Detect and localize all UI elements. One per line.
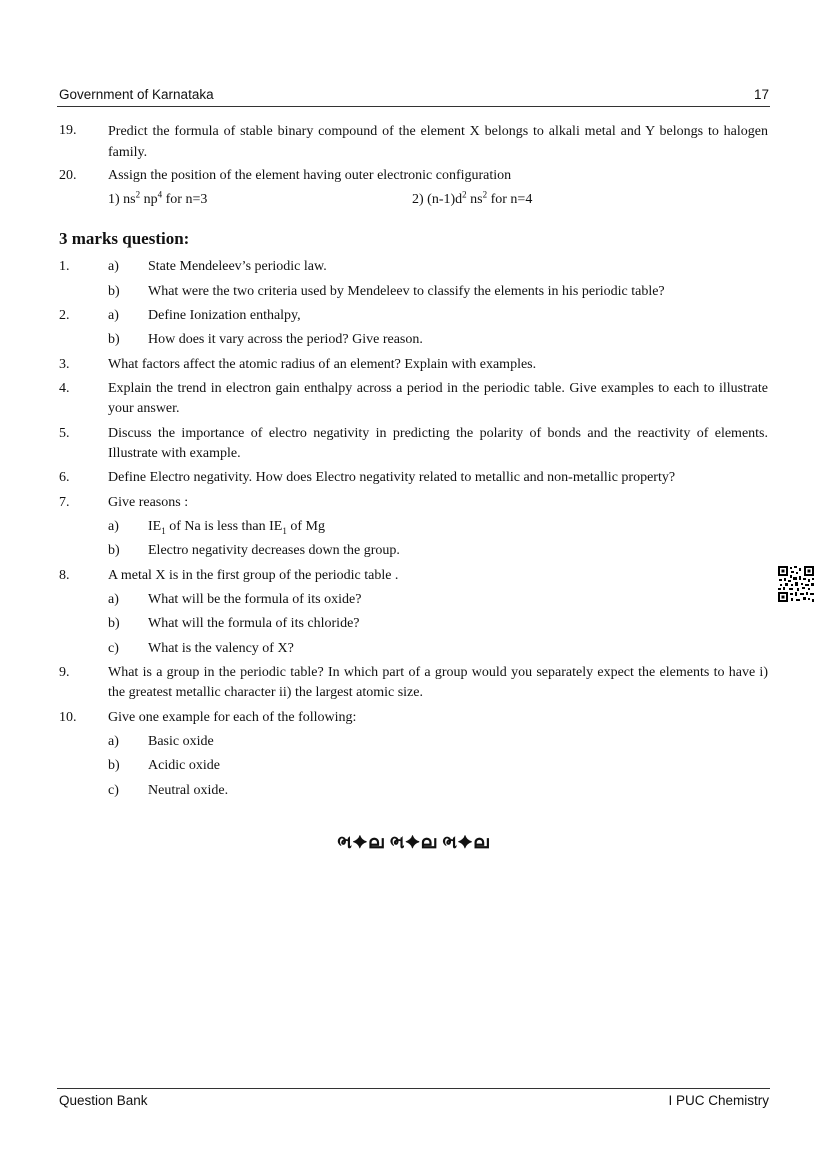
sub-text: What will the formula of its chloride? xyxy=(148,616,360,631)
superscript: 2 xyxy=(135,189,141,200)
sub-text: State Mendeleev’s periodic law. xyxy=(148,259,327,274)
superscript: 2 xyxy=(462,189,467,200)
sub-text-part: IE xyxy=(148,519,162,534)
question-number: 3. xyxy=(59,357,70,372)
question-text: A metal X is in the first group of the periodic table . xyxy=(108,568,399,583)
question-number: 7. xyxy=(59,495,70,510)
footer-left: Question Bank xyxy=(59,1093,148,1108)
sub-label: a) xyxy=(108,259,119,274)
sub-label: c) xyxy=(108,783,119,798)
sub-label: a) xyxy=(108,592,119,607)
question-text: What factors affect the atomic radius of an element? Explain with examples. xyxy=(108,357,537,372)
question-text: Discuss the importance of electro negativity in predicting the polarity of bonds and the reactivity of elements. Illustrate with example. xyxy=(108,426,768,461)
sub-text: Neutral oxide. xyxy=(148,783,229,798)
question-text: Give one example for each of the following: xyxy=(108,710,357,725)
sub-text: Basic oxide xyxy=(148,734,214,749)
q20-option-1 xyxy=(108,190,207,210)
sub-text: Acidic oxide xyxy=(148,758,220,773)
qr-code-icon[interactable] xyxy=(777,565,815,603)
question-number: 20. xyxy=(59,168,77,183)
sub-label: a) xyxy=(108,519,119,534)
subscript: 1 xyxy=(161,525,166,536)
question-text: Predict the formula of stable binary compound of the element X belongs to alkali metal and Y belongs to halogen family. xyxy=(108,124,768,160)
option-text: np xyxy=(140,192,158,207)
sub-text: What will be the formula of its oxide? xyxy=(148,592,362,607)
section-title: 3 marks question: xyxy=(59,229,190,248)
question-text: What is a group in the periodic table? In which part of a group would you separately expect the elements to have i) the greatest metallic character ii) the largest atomic size. xyxy=(108,665,768,700)
sub-label: b) xyxy=(108,332,120,347)
footer-right: I PUC Chemistry xyxy=(668,1093,769,1108)
sub-label: b) xyxy=(108,758,120,773)
sub-label: b) xyxy=(108,616,120,631)
sub-label: b) xyxy=(108,543,120,558)
question-text: Give reasons : xyxy=(108,495,189,510)
sub-text: What is the valency of X? xyxy=(148,641,294,656)
question-number: 8. xyxy=(59,568,70,583)
page-number: 17 xyxy=(753,87,769,102)
option-text: 1) ns xyxy=(108,192,136,207)
sub-text: What were the two criteria used by Mendeleev to classify the elements in his periodic table? xyxy=(148,284,665,299)
sub-text-part: of Mg xyxy=(286,519,325,534)
sub-text xyxy=(148,517,325,537)
sub-label: b) xyxy=(108,284,120,299)
sub-text-part: of Na is less than IE xyxy=(165,519,283,534)
sub-label: c) xyxy=(108,641,119,656)
sub-label: a) xyxy=(108,734,119,749)
header-title: Government of Karnataka xyxy=(59,87,214,102)
option-text: for n=3 xyxy=(162,192,208,207)
question-text: Assign the position of the element having outer electronic configuration xyxy=(108,168,512,183)
sub-text: Electro negativity decreases down the group. xyxy=(148,543,400,558)
sub-text: Define Ionization enthalpy, xyxy=(148,308,301,323)
question-number: 1. xyxy=(59,259,70,274)
sub-label: a) xyxy=(108,308,119,323)
footer-divider xyxy=(57,1088,770,1089)
subscript: 1 xyxy=(282,525,287,536)
question-number: 19. xyxy=(59,123,77,138)
superscript: 2 xyxy=(482,189,488,200)
option-text: for n=4 xyxy=(487,192,533,207)
superscript: 4 xyxy=(157,189,163,200)
q20-option-2 xyxy=(412,190,532,210)
header-divider xyxy=(57,106,770,107)
question-number: 6. xyxy=(59,470,70,485)
option-text: 2) (n-1)d xyxy=(412,192,463,207)
page-header xyxy=(59,87,769,105)
question-number: 10. xyxy=(59,710,77,725)
question-number: 5. xyxy=(59,426,70,441)
question-number: 4. xyxy=(59,381,70,396)
question-number: 9. xyxy=(59,665,70,680)
page-footer xyxy=(59,1093,769,1111)
option-text: ns xyxy=(466,192,483,207)
question-number: 2. xyxy=(59,308,70,323)
question-text: Explain the trend in electron gain enthalpy across a period in the periodic table. Give examples to each to illustrate your answer. xyxy=(108,381,768,416)
question-text: Define Electro negativity. How does Electro negativity related to metallic and non-metallic property? xyxy=(108,470,676,485)
sub-text: How does it vary across the period? Give reason. xyxy=(148,332,423,347)
ornament-divider: ભ✦ല ભ✦ല ભ✦ല xyxy=(337,832,490,852)
